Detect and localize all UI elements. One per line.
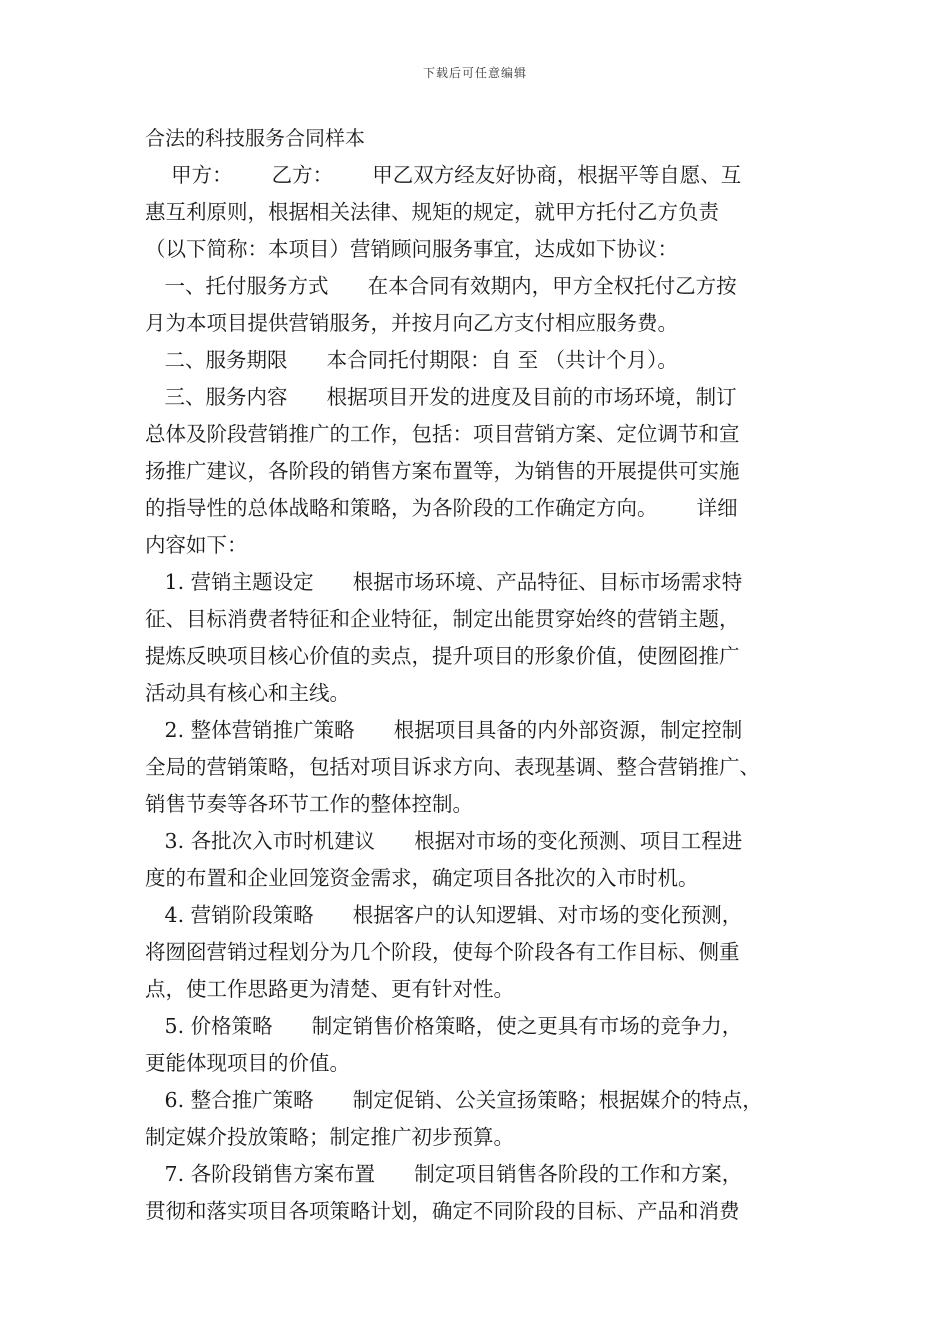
paragraph-line: 全局的营销策略，包括对项目诉求方向、表现基调、整合营销推广、 bbox=[145, 755, 760, 779]
paragraph-line: 贯彻和落实项目各项策略计划，确定不同阶段的目标、产品和消费 bbox=[145, 1199, 740, 1223]
paragraph-line: 5. 价格策略 制定销售价格策略，使之更具有市场的竞争力， bbox=[145, 1014, 743, 1038]
paragraph-line: （以下简称：本项目）营销顾问服务事宜，达成如下协议： bbox=[145, 237, 678, 261]
paragraph-line: 惠互利原则，根据相关法律、规矩的规定，就甲方托付乙方负责 bbox=[145, 200, 719, 224]
paragraph-line: 扬推广建议，各阶段的销售方案布置等，为销售的开展提供可实施 bbox=[145, 459, 740, 483]
paragraph-line: 6. 整合推广策略 制定促销、公关宣扬策略；根据媒介的特点， bbox=[145, 1088, 763, 1112]
paragraph-line: 7. 各阶段销售方案布置 制定项目销售各阶段的工作和方案， bbox=[145, 1162, 743, 1186]
paragraph-line: 制定媒介投放策略；制定推广初步预算。 bbox=[145, 1125, 514, 1149]
paragraph-line: 总体及阶段营销推广的工作，包括：项目营销方案、定位调节和宣 bbox=[145, 422, 740, 446]
paragraph-line: 二、服务期限 本合同托付期限：自 至 （共计个月）。 bbox=[145, 348, 678, 372]
paragraph-line: 4. 营销阶段策略 根据客户的认知逻辑、对市场的变化预测， bbox=[145, 903, 743, 927]
paragraph-line: 征、目标消费者特征和企业特征，制定出能贯穿始终的营销主题， bbox=[145, 607, 740, 631]
paragraph-line: 月为本项目提供营销服务，并按月向乙方支付相应服务费。 bbox=[145, 311, 678, 335]
document-title: 合法的科技服务合同样本 bbox=[145, 126, 365, 150]
paragraph-line: 的指导性的总体战略和策略，为各阶段的工作确定方向。 详细 bbox=[145, 496, 738, 520]
paragraph-line: 三、服务内容 根据项目开发的进度及目前的市场环境，制订 bbox=[145, 385, 737, 409]
paragraph-line: 度的布置和企业回笼资金需求，确定项目各批次的入市时机。 bbox=[145, 866, 699, 890]
paragraph-line: 活动具有核心和主线。 bbox=[145, 681, 350, 705]
paragraph-line: 提炼反映项目核心价值的卖点，提升项目的形象价值，使囫囵推广 bbox=[145, 644, 740, 668]
paragraph-line: 甲方： 乙方： 甲乙双方经友好协商，根据平等自愿、互 bbox=[145, 163, 742, 187]
document-body bbox=[145, 120, 835, 1230]
paragraph-line: 1. 营销主题设定 根据市场环境、产品特征、目标市场需求特 bbox=[145, 570, 743, 594]
paragraph-line: 一、托付服务方式 在本合同有效期内，甲方全权托付乙方按 bbox=[145, 274, 737, 298]
paragraph-line: 销售节奏等各环节工作的整体控制。 bbox=[145, 792, 473, 816]
paragraph-line: 将囫囵营销过程划分为几个阶段，使每个阶段各有工作目标、侧重 bbox=[145, 940, 740, 964]
paragraph-line: 更能体现项目的价值。 bbox=[145, 1051, 350, 1075]
paragraph-line: 2. 整体营销推广策略 根据项目具备的内外部资源，制定控制 bbox=[145, 718, 743, 742]
page-header: 下载后可任意编辑 bbox=[422, 66, 527, 80]
paragraph-line: 3. 各批次入市时机建议 根据对市场的变化预测、项目工程进 bbox=[145, 829, 743, 853]
paragraph-line: 点，使工作思路更为清楚、更有针对性。 bbox=[145, 977, 514, 1001]
paragraph-line: 内容如下： bbox=[145, 533, 248, 557]
